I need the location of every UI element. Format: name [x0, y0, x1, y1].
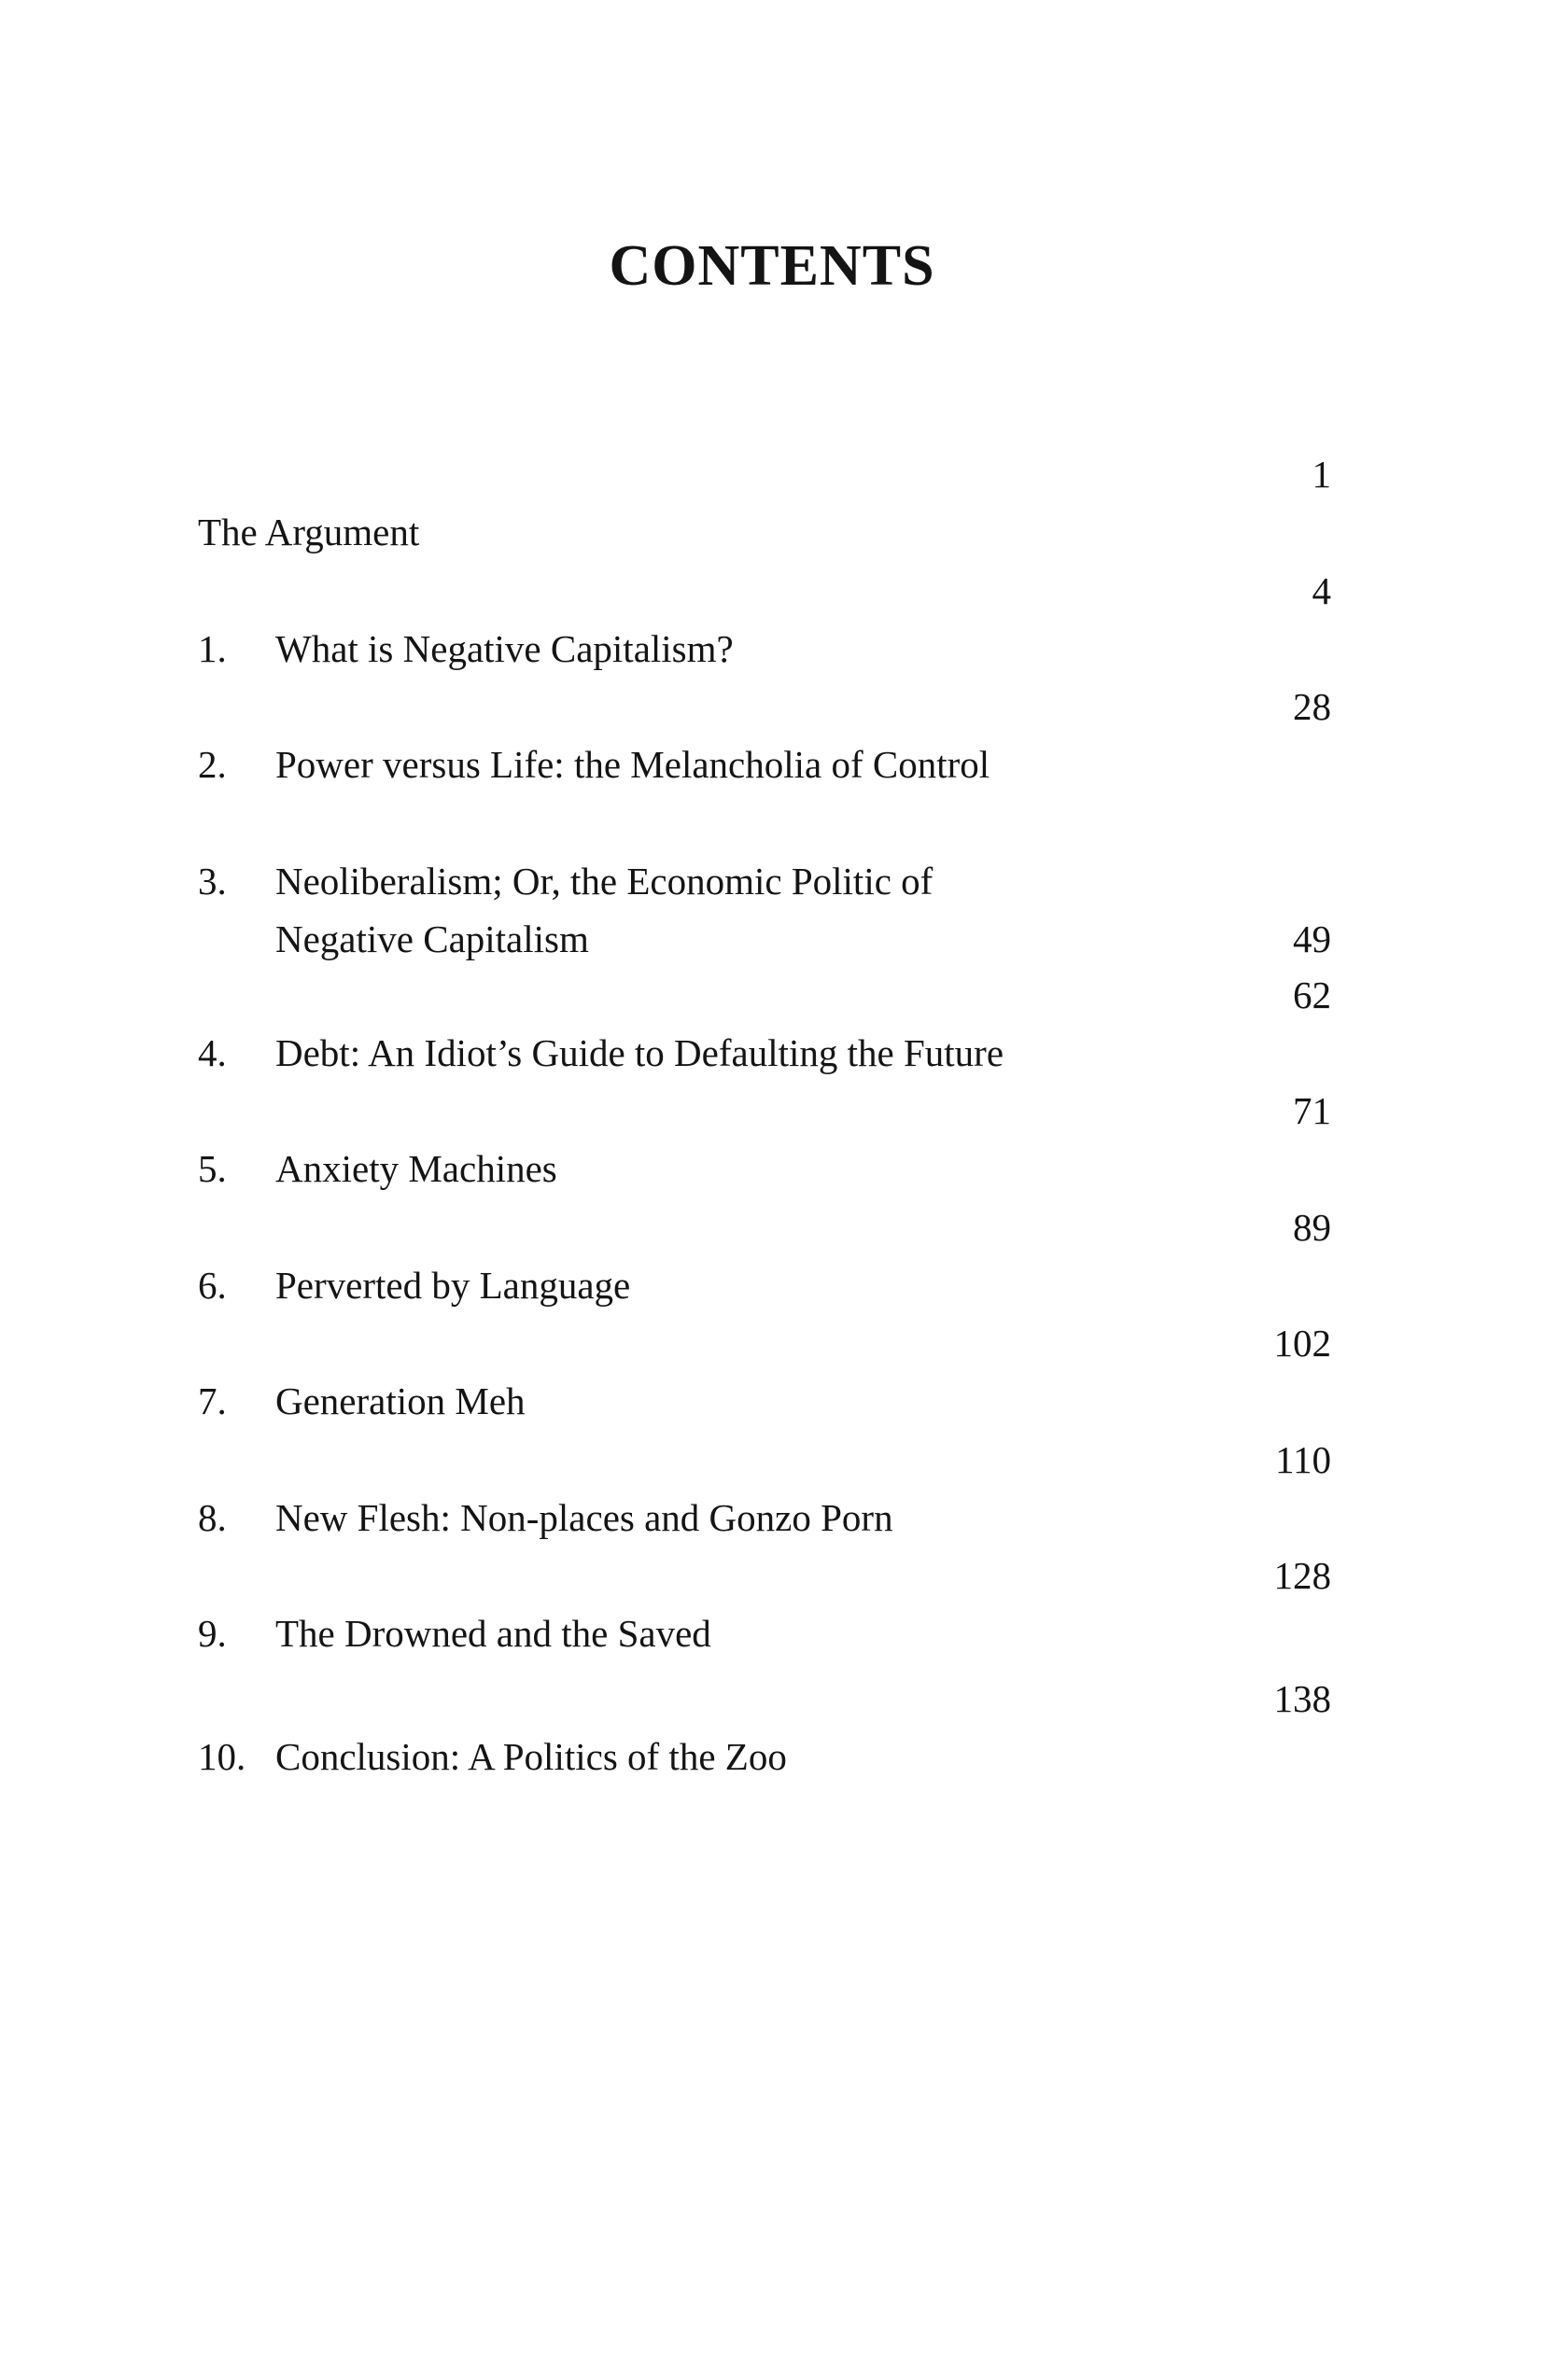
toc-entry-title: [275, 1256, 1209, 1314]
toc-entry-page: 128: [1273, 1554, 1331, 1597]
toc-entry-title: [275, 620, 1209, 678]
toc-entry-number: 5.: [198, 1147, 227, 1190]
toc-entry-number: 3.: [198, 860, 227, 903]
toc-entry-page: 49: [1293, 917, 1331, 960]
toc-entry-title-line: Debt: An Idiot’s Guide to Defaulting the Future: [275, 1031, 1004, 1074]
toc-entry-title-line: Perverted by Language: [275, 1264, 631, 1307]
toc-entry-title-line: Negative Capitalism: [275, 917, 589, 960]
toc-entry-page: 138: [1273, 1677, 1331, 1720]
toc-entry-title: [275, 1489, 1209, 1547]
toc-entry-page: 110: [1275, 1438, 1331, 1481]
toc-entry-number: 7.: [198, 1379, 227, 1422]
toc-entry-title-line: Generation Meh: [275, 1379, 526, 1422]
toc-entry-number: 2.: [198, 743, 227, 786]
toc-entry-title-line: Anxiety Machines: [275, 1147, 557, 1190]
toc-entry-title-line: The Argument: [198, 511, 420, 553]
toc-entry-page: 71: [1293, 1089, 1331, 1132]
toc-entry-number: 4.: [198, 1031, 227, 1074]
toc-entry-title: [275, 1024, 1209, 1082]
toc-entry-title: [275, 852, 1209, 968]
toc-entry-page: 28: [1293, 685, 1331, 728]
toc-entry-title: [275, 1728, 1209, 1785]
toc-entry-number: 1.: [198, 627, 227, 670]
toc-entry-page: 4: [1312, 569, 1331, 612]
toc-entry-number: 6.: [198, 1264, 227, 1307]
toc-entry-title: [275, 1372, 1209, 1430]
toc-entry-page: 89: [1293, 1206, 1331, 1249]
toc-entry-title: [275, 1604, 1209, 1662]
toc-entry-page: 102: [1273, 1322, 1331, 1365]
toc-entry-title-line: The Drowned and the Saved: [275, 1612, 711, 1655]
toc-entry: [198, 852, 1331, 968]
toc-entry-page: 62: [1293, 973, 1331, 1016]
toc-entry-title-line: New Flesh: Non-places and Gonzo Porn: [275, 1496, 893, 1539]
toc-entry-title-line: Conclusion: A Politics of the Zoo: [275, 1735, 787, 1778]
toc-entry-title: [198, 503, 1131, 561]
toc-entry-title-line: What is Negative Capitalism?: [275, 627, 734, 670]
toc-entry-title: [275, 1140, 1209, 1197]
toc-entry-number: 9.: [198, 1612, 227, 1655]
page-title: CONTENTS: [609, 233, 935, 298]
toc-entry-title: [275, 735, 1209, 793]
toc-entry-number: 10.: [198, 1735, 246, 1778]
toc-entry-page: 1: [1312, 453, 1331, 496]
toc-entry-number: 8.: [198, 1496, 227, 1539]
toc-entry-title-line: Power versus Life: the Melancholia of Control: [275, 743, 990, 786]
toc-entry-title-line: Neoliberalism; Or, the Economic Politic of: [275, 860, 933, 903]
